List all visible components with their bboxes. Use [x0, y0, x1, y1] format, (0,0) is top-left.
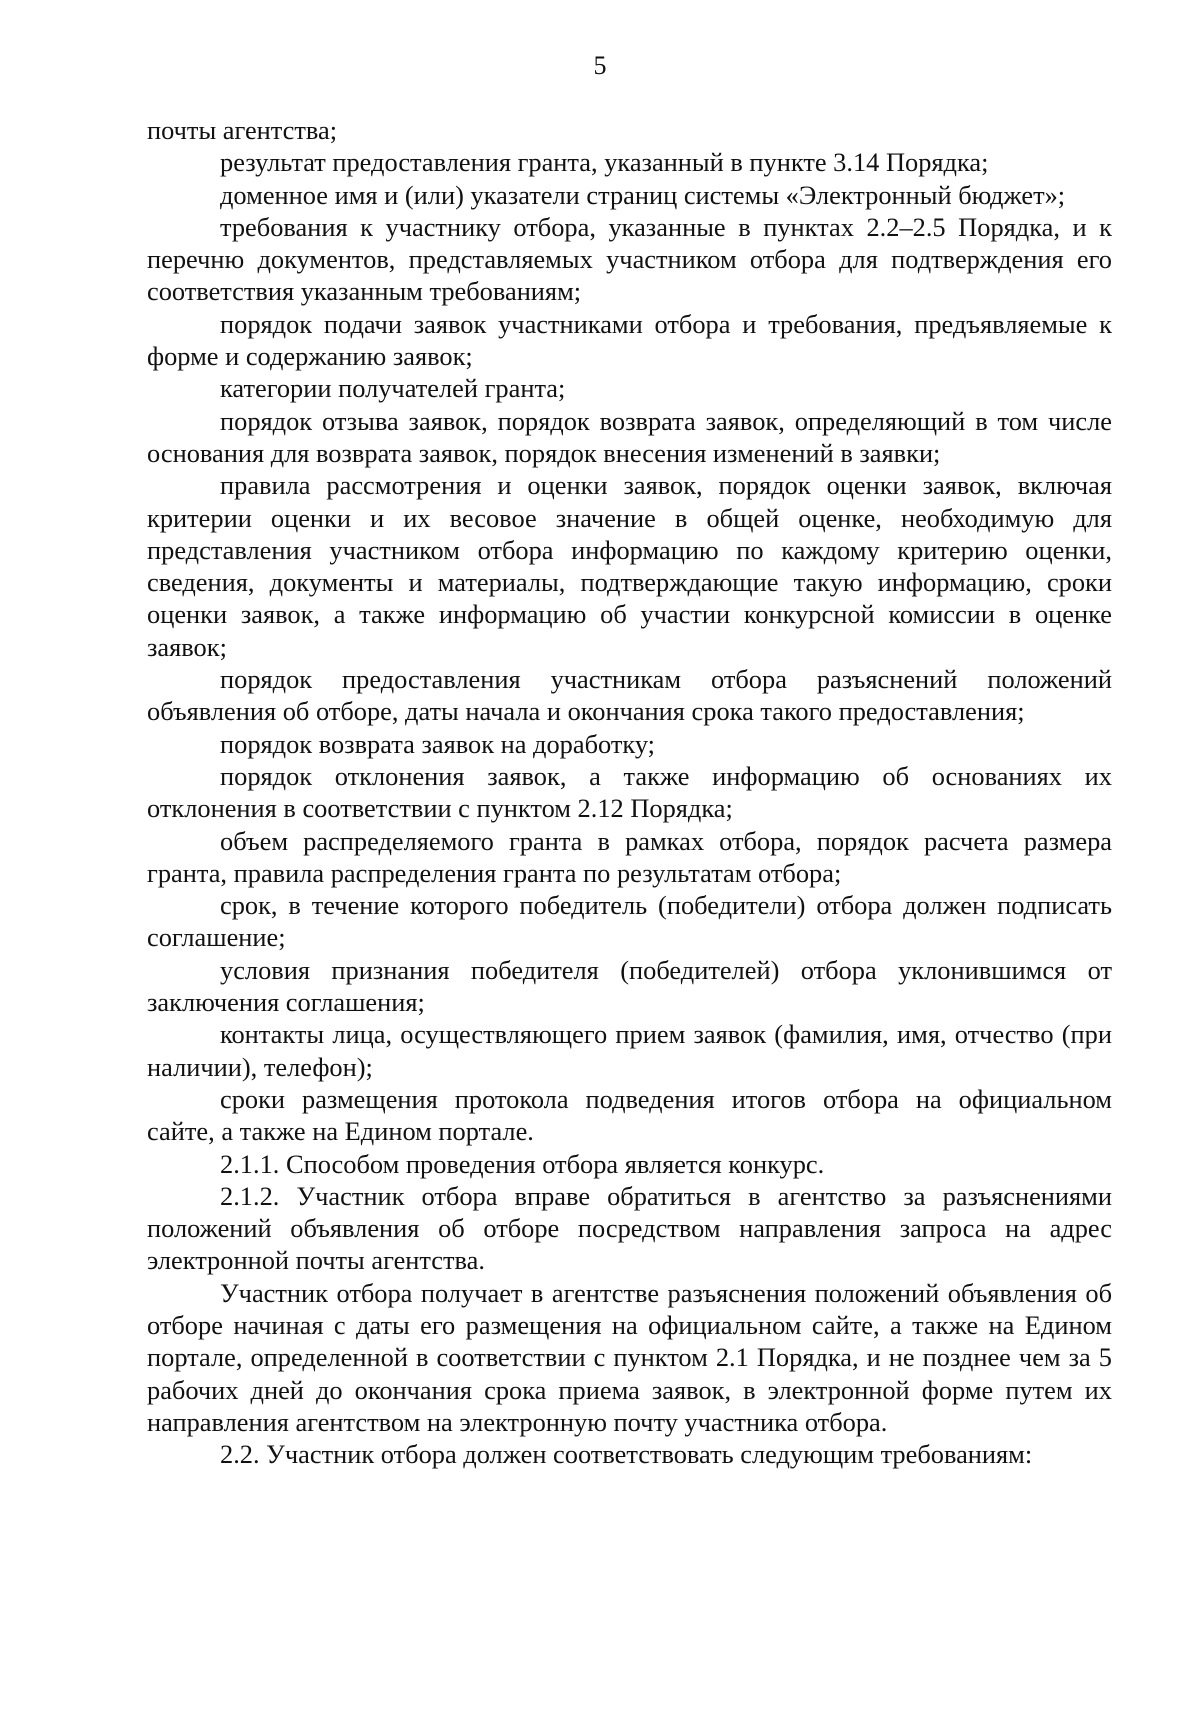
- document-body: [147, 114, 1112, 1470]
- paragraph: порядок подачи заявок участниками отбора и требования, предъявляемые к форме и содержанию заявок;: [147, 308, 1112, 372]
- page-number: 5: [593, 51, 607, 80]
- paragraph: объем распределяемого гранта в рамках отбора, порядок расчета размера гранта, правила распределения гранта по результатам отбора;: [147, 825, 1112, 888]
- paragraph-continuation: почты агентства;: [147, 115, 338, 145]
- paragraph: контакты лица, осуществляющего прием заявок (фамилия, имя, отчество (при наличии), телефон);: [147, 1019, 1112, 1082]
- paragraph: сроки размещения протокола подведения итогов отбора на официальном сайте, а также на Едином портале.: [147, 1083, 1112, 1147]
- paragraph-clause-2-2: 2.2. Участник отбора должен соответствовать следующим требованиям:: [220, 1439, 1033, 1470]
- paragraph: порядок возврата заявок на доработку;: [220, 728, 656, 759]
- paragraph: результат предоставления гранта, указанный в пункте 3.14 Порядка;: [220, 147, 989, 178]
- paragraph: порядок отклонения заявок, а также информацию об основаниях их отклонения в соответствии с пунктом 2.12 Порядка;: [147, 760, 1112, 824]
- paragraph-clause-2-1-2: 2.1.2. Участник отбора вправе обратиться в агентство за разъяснениями положений объявления об отборе посредством направления запроса на адрес электронной почты агентства.: [147, 1180, 1112, 1276]
- paragraph: доменное имя и (или) указатели страниц системы «Электронный бюджет»;: [220, 179, 1066, 210]
- paragraph: категории получателей гранта;: [220, 373, 566, 404]
- paragraph: Участник отбора получает в агентстве разъяснения положений объявления об отборе начиная с даты его размещения на официальном сайте, а также на Едином портале, определенной в соответствии с пунктом 2.1 Порядка, и не позднее чем за 5 рабочих дней до окончания срока приема заявок, в электронной форме путем их направления агентством на электронную почту участника отбора.: [147, 1277, 1112, 1437]
- paragraph: порядок отзыва заявок, порядок возврата заявок, определяющий в том числе основания для возврата заявок, порядок внесения изменений в заявки;: [147, 405, 1112, 468]
- paragraph: порядок предоставления участникам отбора разъяснений положений объявления об отборе, даты начала и окончания срока такого предоставления;: [147, 664, 1112, 727]
- paragraph: срок, в течение которого победитель (победители) отбора должен подписать соглашение;: [147, 890, 1112, 953]
- paragraph: условия признания победителя (победителей) отбора уклонившимся от заключения соглашения;: [147, 954, 1112, 1018]
- paragraph-clause-2-1-1: 2.1.1. Способом проведения отбора является конкурс.: [220, 1148, 825, 1179]
- paragraph: правила рассмотрения и оценки заявок, порядок оценки заявок, включая критерии оценки и их весовое значение в общей оценке, необходимую для представления участником отбора информацию по каждому критерию оценки, сведения, документы и материалы, подтверждающие такую информацию, сроки оценки заявок, а также информацию об участии конкурсной комиссии в оценке заявок;: [147, 470, 1112, 662]
- paragraph: требования к участнику отбора, указанные в пунктах 2.2–2.5 Порядка, и к перечню документов, представляемых участником отбора для подтверждения его соответствия указанным требованиям;: [147, 211, 1112, 307]
